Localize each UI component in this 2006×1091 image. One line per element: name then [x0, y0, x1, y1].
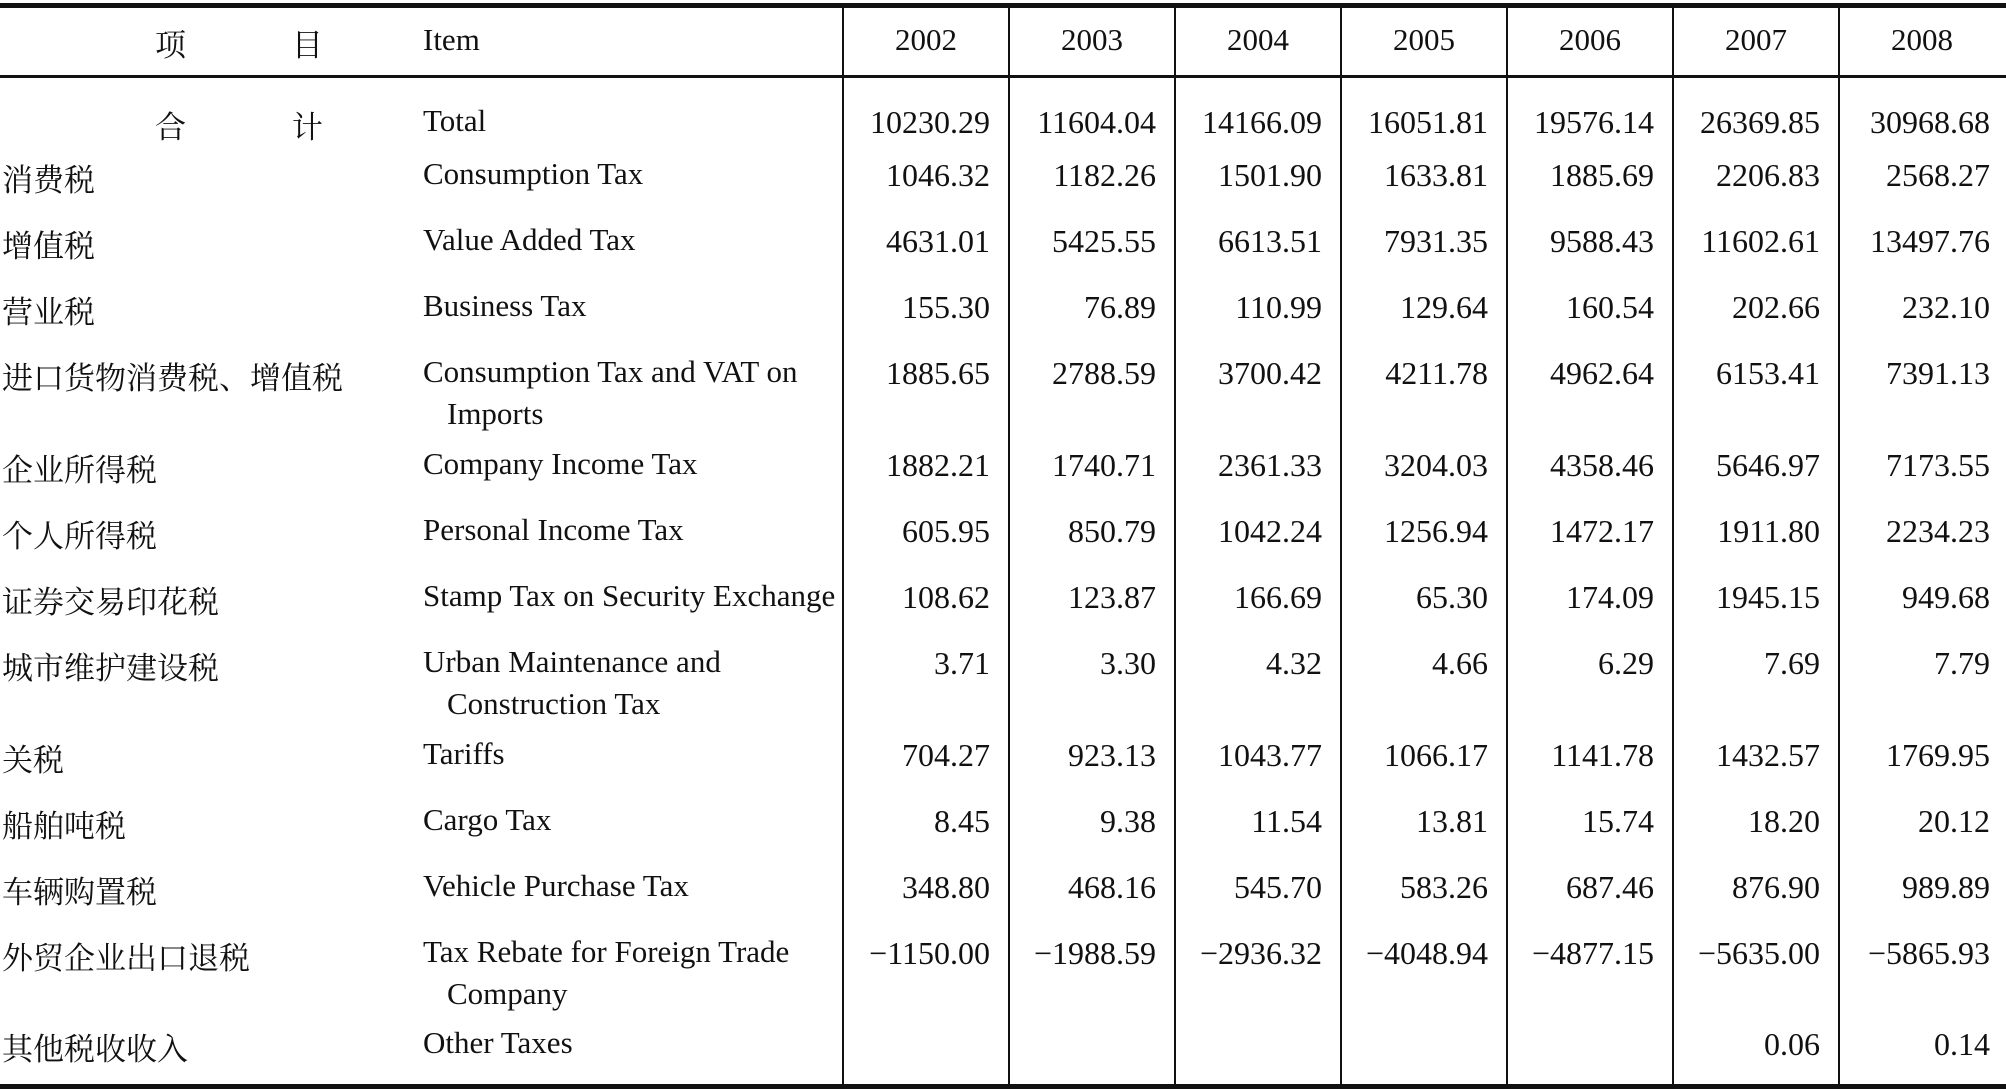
value-cell: 2361.33 — [1218, 447, 1322, 483]
header-rule — [0, 75, 2006, 78]
value-cell: 4631.01 — [886, 223, 990, 259]
top-rule — [0, 3, 2006, 8]
row-label-en-line1: Other Taxes — [423, 1025, 573, 1060]
value-cell: 876.90 — [1732, 869, 1820, 905]
value-cell: 26369.85 — [1700, 104, 1820, 140]
value-cell: 2788.59 — [1052, 355, 1156, 391]
value-cell: −1150.00 — [869, 935, 990, 971]
value-cell: 704.27 — [902, 737, 990, 773]
value-cell: 123.87 — [1068, 579, 1156, 615]
header-year: 2003 — [1061, 22, 1123, 57]
row-label-cn: 企业所得税 — [2, 453, 157, 489]
bottom-rule — [0, 1084, 2006, 1089]
value-cell: 468.16 — [1068, 869, 1156, 905]
header-year: 2006 — [1559, 22, 1621, 57]
value-cell: 6.29 — [1598, 645, 1654, 681]
value-cell: 9588.43 — [1550, 223, 1654, 259]
value-cell: 13497.76 — [1870, 223, 1990, 259]
row-label-cn: 其他税收收入 — [2, 1032, 188, 1068]
value-cell: 1945.15 — [1716, 579, 1820, 615]
value-cell: 7.69 — [1764, 645, 1820, 681]
header-year: 2007 — [1725, 22, 1787, 57]
value-cell: 7931.35 — [1384, 223, 1488, 259]
col-divider — [1008, 8, 1010, 1084]
value-cell: 1882.21 — [886, 447, 990, 483]
value-cell: 5646.97 — [1716, 447, 1820, 483]
value-cell: 13.81 — [1416, 803, 1488, 839]
value-cell: 9.38 — [1100, 803, 1156, 839]
value-cell: 3700.42 — [1218, 355, 1322, 391]
row-label-en-line2: Imports — [447, 396, 544, 431]
value-cell: 2568.27 — [1886, 157, 1990, 193]
row-label-cn: 证券交易印花税 — [2, 585, 219, 621]
value-cell: 202.66 — [1732, 289, 1820, 325]
value-cell: 174.09 — [1566, 579, 1654, 615]
value-cell: 0.06 — [1764, 1026, 1820, 1062]
value-cell: 2206.83 — [1716, 157, 1820, 193]
value-cell: 1256.94 — [1384, 513, 1488, 549]
value-cell: 1066.17 — [1384, 737, 1488, 773]
value-cell: 1046.32 — [886, 157, 990, 193]
value-cell: 76.89 — [1084, 289, 1156, 325]
value-cell: 3204.03 — [1384, 447, 1488, 483]
value-cell: 1042.24 — [1218, 513, 1322, 549]
col-divider — [1340, 8, 1342, 1084]
value-cell: 166.69 — [1234, 579, 1322, 615]
value-cell: −4877.15 — [1531, 935, 1654, 971]
row-label-cn: 合 计 — [155, 110, 371, 146]
value-cell: 348.80 — [902, 869, 990, 905]
row-label-en — [423, 865, 843, 907]
row-label-en — [423, 285, 843, 327]
row-label-cn: 车辆购置税 — [2, 875, 157, 911]
value-cell: 1885.65 — [886, 355, 990, 391]
value-cell: 7173.55 — [1886, 447, 1990, 483]
row-label-en-line1: Vehicle Purchase Tax — [423, 868, 689, 903]
value-cell: 1472.17 — [1550, 513, 1654, 549]
value-cell: 923.13 — [1068, 737, 1156, 773]
row-label-en — [423, 509, 843, 551]
value-cell: 108.62 — [902, 579, 990, 615]
value-cell: 605.95 — [902, 513, 990, 549]
row-label-en-line1: Urban Maintenance and — [423, 644, 721, 679]
value-cell: 1740.71 — [1052, 447, 1156, 483]
row-label-en — [423, 575, 843, 617]
value-cell: 1885.69 — [1550, 157, 1654, 193]
value-cell: 110.99 — [1235, 289, 1322, 325]
value-cell: −2936.32 — [1199, 935, 1322, 971]
value-cell: 0.14 — [1934, 1026, 1990, 1062]
value-cell: 3.30 — [1100, 645, 1156, 681]
value-cell: 545.70 — [1234, 869, 1322, 905]
value-cell: 6613.51 — [1218, 223, 1322, 259]
row-label-cn: 增值税 — [2, 229, 95, 265]
value-cell: 4.66 — [1432, 645, 1488, 681]
value-cell: −1988.59 — [1033, 935, 1156, 971]
row-label-en-line1: Personal Income Tax — [423, 512, 684, 547]
row-label-en — [423, 153, 843, 195]
value-cell: 11602.61 — [1701, 223, 1820, 259]
row-label-en — [423, 351, 843, 435]
value-cell: 20.12 — [1918, 803, 1990, 839]
row-label-en-line1: Company Income Tax — [423, 446, 698, 481]
value-cell: 583.26 — [1400, 869, 1488, 905]
row-label-cn: 船舶吨税 — [2, 809, 126, 845]
value-cell: 155.30 — [902, 289, 990, 325]
row-label-en-line2: Company — [447, 976, 568, 1011]
row-label-cn: 营业税 — [2, 295, 95, 331]
row-label-cn: 城市维护建设税 — [2, 651, 219, 687]
row-label-en-line2: Construction Tax — [447, 686, 661, 721]
value-cell: 8.45 — [934, 803, 990, 839]
value-cell: 65.30 — [1416, 579, 1488, 615]
value-cell: 11.54 — [1251, 803, 1322, 839]
value-cell: 30968.68 — [1870, 104, 1990, 140]
row-label-cn: 消费税 — [2, 163, 95, 199]
value-cell: −5635.00 — [1697, 935, 1820, 971]
row-label-en-line1: Total — [423, 103, 487, 138]
header-year: 2002 — [895, 22, 957, 57]
value-cell: 5425.55 — [1052, 223, 1156, 259]
value-cell: 1633.81 — [1384, 157, 1488, 193]
row-label-en — [423, 733, 843, 775]
value-cell: 1432.57 — [1716, 737, 1820, 773]
row-label-en — [423, 100, 843, 142]
row-label-en — [423, 641, 843, 725]
row-label-en-line1: Tax Rebate for Foreign Trade — [423, 934, 790, 969]
row-label-en — [423, 799, 843, 841]
value-cell: 11604.04 — [1037, 104, 1156, 140]
value-cell: 949.68 — [1902, 579, 1990, 615]
row-label-en-line1: Cargo Tax — [423, 802, 552, 837]
value-cell: 1501.90 — [1218, 157, 1322, 193]
header-year: 2005 — [1393, 22, 1455, 57]
header-year: 2008 — [1891, 22, 1953, 57]
row-label-en-line1: Stamp Tax on Security Exchange — [423, 578, 836, 613]
value-cell: 14166.09 — [1202, 104, 1322, 140]
row-label-en — [423, 443, 843, 485]
value-cell: 850.79 — [1068, 513, 1156, 549]
value-cell: 7.79 — [1934, 645, 1990, 681]
value-cell: 4211.78 — [1385, 355, 1488, 391]
value-cell: −5865.93 — [1867, 935, 1990, 971]
header-item-cn: 项 目 — [155, 28, 371, 64]
value-cell: 3.71 — [934, 645, 990, 681]
value-cell: 10230.29 — [870, 104, 990, 140]
value-cell: 4358.46 — [1550, 447, 1654, 483]
header-year: 2004 — [1227, 22, 1289, 57]
row-label-cn: 外贸企业出口退税 — [2, 941, 250, 977]
col-divider — [1838, 8, 1840, 1084]
value-cell: 2234.23 — [1886, 513, 1990, 549]
row-label-en-line1: Business Tax — [423, 288, 587, 323]
value-cell: 15.74 — [1582, 803, 1654, 839]
value-cell: 687.46 — [1566, 869, 1654, 905]
value-cell: 232.10 — [1902, 289, 1990, 325]
row-label-en — [423, 219, 843, 261]
row-label-en — [423, 1022, 843, 1064]
value-cell: 18.20 — [1748, 803, 1820, 839]
value-cell: 989.89 — [1902, 869, 1990, 905]
row-label-cn: 进口货物消费税、增值税 — [2, 361, 343, 397]
row-label-en-line1: Tariffs — [423, 736, 505, 771]
value-cell: 1043.77 — [1218, 737, 1322, 773]
col-divider — [1174, 8, 1176, 1084]
value-cell: 6153.41 — [1716, 355, 1820, 391]
value-cell: 1911.80 — [1717, 513, 1820, 549]
row-label-cn: 关税 — [2, 743, 64, 779]
col-divider — [1672, 8, 1674, 1084]
value-cell: 129.64 — [1400, 289, 1488, 325]
row-label-en-line1: Consumption Tax and VAT on — [423, 354, 798, 389]
row-label-en — [423, 931, 843, 1015]
value-cell: 4.32 — [1266, 645, 1322, 681]
header-item-en: Item — [423, 22, 480, 57]
value-cell: 1769.95 — [1886, 737, 1990, 773]
value-cell: −4048.94 — [1365, 935, 1488, 971]
value-cell: 4962.64 — [1550, 355, 1654, 391]
row-label-cn: 个人所得税 — [2, 519, 157, 555]
value-cell: 7391.13 — [1886, 355, 1990, 391]
col-divider — [1506, 8, 1508, 1084]
value-cell: 160.54 — [1566, 289, 1654, 325]
value-cell: 16051.81 — [1368, 104, 1488, 140]
row-label-en-line1: Consumption Tax — [423, 156, 644, 191]
value-cell: 19576.14 — [1534, 104, 1654, 140]
value-cell: 1182.26 — [1053, 157, 1156, 193]
value-cell: 1141.78 — [1551, 737, 1654, 773]
row-label-en-line1: Value Added Tax — [423, 222, 636, 257]
